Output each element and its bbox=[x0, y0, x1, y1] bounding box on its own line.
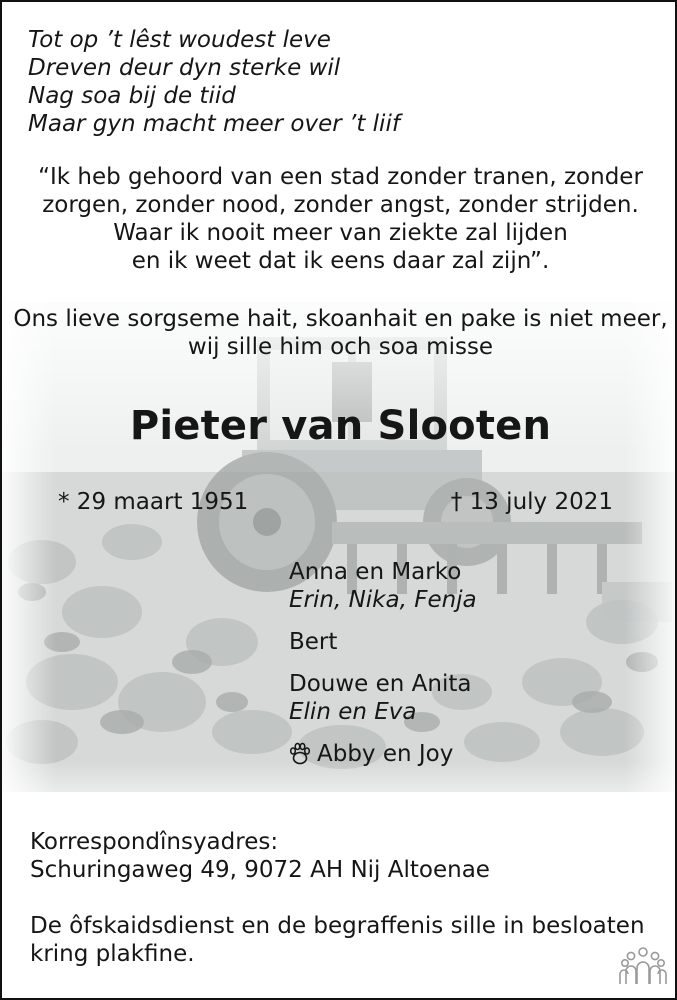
grandchildren-names: Erin, Nika, Fenja bbox=[289, 587, 477, 613]
poem-line: Dreven deur dyn sterke wil bbox=[28, 55, 341, 81]
birth-date: * 29 maart 1951 bbox=[58, 489, 249, 515]
poem-line: Nag soa bij de tiid bbox=[28, 83, 236, 109]
family-group bbox=[289, 670, 477, 726]
people-group-icon bbox=[619, 946, 667, 986]
pets-line bbox=[289, 740, 477, 768]
poem-line: Maar gyn macht meer over ’t liif bbox=[28, 111, 400, 137]
family-list bbox=[289, 558, 477, 768]
quote-line: en ik weet dat ik eens daar zal zijn”. bbox=[131, 248, 550, 274]
paw-icon bbox=[289, 742, 311, 766]
obituary-content bbox=[2, 2, 677, 1000]
quote-line: Waar ik nooit meer van ziekte zal lijden bbox=[113, 220, 568, 246]
correspondence-address bbox=[30, 828, 490, 884]
family-names: Douwe en Anita bbox=[289, 671, 472, 697]
deceased-name: Pieter van Slooten bbox=[129, 403, 552, 449]
family-group bbox=[289, 628, 477, 656]
quote-line: “Ik heb gehoord van een stad zonder tranen, zonder bbox=[38, 164, 643, 190]
funeral-notice: De ôfskaidsdienst en de begraffenis sille in besloaten kring plakfine. bbox=[30, 913, 645, 967]
family-group bbox=[289, 558, 477, 614]
grandchildren-names: Elin en Eva bbox=[289, 699, 417, 725]
announcement-line: wij sille him och soa misse bbox=[187, 334, 494, 360]
poem-line: Tot op ’t lêst woudest leve bbox=[28, 27, 331, 53]
poem bbox=[28, 26, 400, 138]
death-date: † 13 july 2021 bbox=[450, 489, 613, 515]
address-label: Korrespondînsyadres: bbox=[30, 829, 279, 855]
family-names: Anna en Marko bbox=[289, 559, 462, 585]
family-names: Bert bbox=[289, 629, 338, 655]
quote bbox=[2, 163, 677, 275]
quote-line: zorgen, zonder nood, zonder angst, zonder strijden. bbox=[42, 192, 639, 218]
address-value: Schuringaweg 49, 9072 AH Nij Altoenae bbox=[30, 857, 490, 883]
announcement-line: Ons lieve sorgseme hait, skoanhait en pake is niet meer, bbox=[13, 306, 668, 332]
announcement bbox=[2, 305, 677, 361]
pets-names: Abby en Joy bbox=[317, 741, 454, 767]
